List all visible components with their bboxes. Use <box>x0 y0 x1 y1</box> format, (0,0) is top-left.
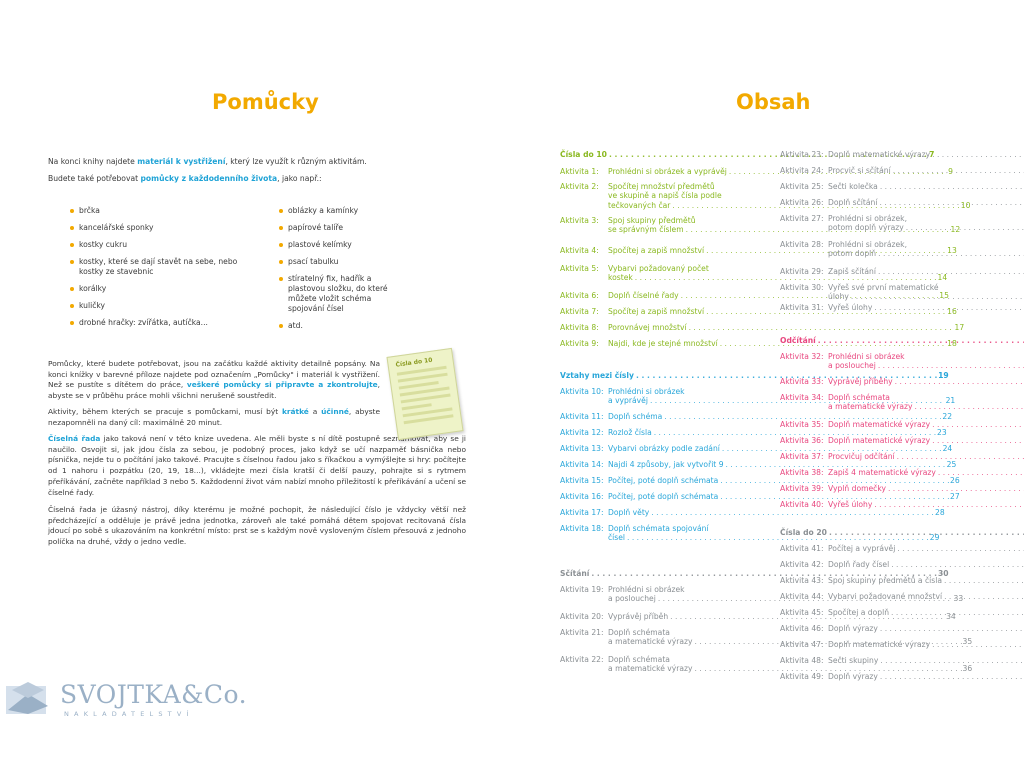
toc-entry <box>780 624 976 633</box>
toc-leader-dots <box>932 640 1024 649</box>
toc-entry-title: Doplň schémata <box>608 628 670 637</box>
toc-leader-dots <box>880 672 1024 681</box>
toc-entry <box>560 460 957 469</box>
toc-entry-label: Aktivita 21: <box>560 628 604 637</box>
pomucky-list-left <box>70 206 250 335</box>
toc-entry <box>780 240 976 259</box>
toc-entry-title: Spočítej a zapiš množství <box>608 307 705 316</box>
toc-entry-label: Aktivita 38: <box>780 468 824 477</box>
toc-entry-label: Aktivita 33: <box>780 377 824 386</box>
toc-entry-title: Prohlédni si obrázek <box>608 387 685 396</box>
toc-entry-title: Doplň schémata spojování <box>608 524 709 533</box>
toc-entry-title: Zapiš sčítání <box>828 267 876 276</box>
toc-entry-title: Vyprávěj příběh <box>608 612 669 621</box>
toc-page-number: 12 <box>950 225 961 235</box>
toc-entry-label: Aktivita 12: <box>560 428 604 437</box>
toc-entry <box>780 150 976 159</box>
toc-entry-title: úlohy <box>828 292 849 302</box>
pomucky-list-item: kuličky <box>70 301 250 311</box>
toc-entry-title: Spočítej a doplň <box>828 608 890 617</box>
toc-entry-label: Aktivita 48: <box>780 656 824 665</box>
toc-entry-label: Aktivita 41: <box>780 544 824 553</box>
toc-entry-label: Aktivita 4: <box>560 246 599 255</box>
toc-leader-dots <box>880 656 1024 665</box>
toc-entry-label: Aktivita 20: <box>560 612 604 621</box>
toc-entry-title: Čísla do 10 <box>560 150 607 159</box>
toc-page-number: 19 <box>938 371 949 380</box>
toc-page-number: 34 <box>946 612 956 621</box>
pomucky-list-item: kostky cukru <box>70 240 250 250</box>
pomucky-list-item: drobné hračky: zvířátka, autíčka... <box>70 318 250 328</box>
toc-entry <box>780 166 976 175</box>
toc-entry-title: Doplň věty <box>608 508 650 517</box>
toc-entry-title: Vyřeš své první matematické <box>828 283 939 292</box>
intro-line-2: Budete také potřebovat pomůcky z každodenního života, jako např.: <box>48 174 322 183</box>
toc-entry <box>780 303 976 312</box>
toc-entry <box>780 182 976 191</box>
toc-leader-dots <box>895 377 1024 386</box>
paragraph-aktivity: Aktivity, během kterých se pracuje s pomůckami, musí být krátké a účinné, abyste nezapomněli na daný cíl: maximálně 20 minut. <box>48 407 380 427</box>
toc-leader-dots <box>897 452 1024 461</box>
toc-leader-dots <box>879 198 1024 207</box>
toc-entry <box>560 412 953 421</box>
toc-leader-dots <box>938 468 1024 477</box>
pomucky-list-item: papírové talíře <box>279 223 389 233</box>
toc-entry-title: potom doplň výrazy <box>828 223 904 233</box>
toc-entry-title: Najdi 4 způsoby, jak vytvořit 9 <box>608 460 724 469</box>
toc-entry-title: a matematické výrazy <box>608 664 693 674</box>
toc-entry-title: Prohlédni si obrázek <box>828 352 905 361</box>
toc-page-number: 28 <box>934 508 945 517</box>
toc-page-number: 27 <box>950 492 960 501</box>
toc-entry-title: Doplň schéma <box>608 412 663 421</box>
toc-leader-dots <box>818 336 1024 345</box>
toc-entry-title: Spočítej množství předmětů <box>608 182 715 191</box>
toc-entry-title: a poslouchej <box>608 594 656 604</box>
toc-entry-label: Aktivita 11: <box>560 412 604 421</box>
toc-entry-title: Počítej, poté doplň schémata <box>608 476 719 485</box>
toc-entry-title: Vyřeš úlohy <box>828 500 873 509</box>
toc-entry-title: Procvič si sčítání <box>828 166 891 175</box>
toc-entry-title: Spočítej a zapiš množství <box>608 246 705 255</box>
toc-entry <box>780 500 976 509</box>
toc-entry <box>780 393 976 412</box>
toc-entry-label: Aktivita 25: <box>780 182 824 191</box>
toc-entry-title: Sčítání <box>560 569 590 578</box>
toc-page-number: 25 <box>946 460 957 469</box>
toc-entry-title: Sečti skupiny <box>828 656 879 665</box>
toc-section-heading <box>780 528 976 537</box>
toc-entry-label: Aktivita 22: <box>560 655 604 664</box>
toc-section-heading <box>560 371 949 380</box>
toc-entry-title: Doplň výrazy <box>828 672 878 681</box>
intro-text <box>48 155 388 185</box>
toc-entry-title: se správným číslem <box>608 225 684 235</box>
paragraph-ciselna-rada-2: Číselná řada je úžasný nástroj, díky kterému je možné pochopit, že následující číslo je vždycky větší než předcházející a odděluje je právě jedna jednotka, zároveň ale také pomáhá dětem spojovat recitovaná čísla jdoucí po sobě s ukazováním na konkrétní místo: prst se s každým nově vysloveným číslem přesouvá z jednoho políčka na druhé, vždy o jedno vedle. <box>48 505 466 547</box>
toc-page-number: 16 <box>947 307 957 316</box>
toc-entry <box>560 323 965 332</box>
toc-entry-title: Sečti kolečka <box>828 182 878 191</box>
toc-entry-label: Aktivita 44: <box>780 592 824 601</box>
toc-entry-title: Čísla do 20 <box>780 528 827 537</box>
toc-leader-dots <box>878 267 1024 276</box>
toc-entry-label: Aktivita 2: <box>560 182 599 191</box>
toc-entry-title: Rozlož čísla <box>608 428 652 437</box>
toc-page-number: 14 <box>937 273 948 283</box>
toc-entry-label: Aktivita 42: <box>780 560 824 569</box>
page-title-pomucky: Pomůcky <box>212 90 319 114</box>
toc-page-number: 24 <box>942 444 953 453</box>
toc-leader-dots <box>851 292 1024 301</box>
toc-entry-title: Doplň výrazy <box>828 624 878 633</box>
toc-leader-dots <box>874 303 1024 312</box>
toc-entry <box>780 377 976 386</box>
toc-entry-title: Doplň schémata <box>608 655 670 664</box>
toc-page-number: 35 <box>962 637 973 647</box>
toc-entry <box>780 452 976 461</box>
toc-page-number: 18 <box>947 339 957 348</box>
toc-leader-dots <box>932 420 1024 429</box>
pomucky-list-item: stíratelný fix, hadřík a plastovou složku, do které můžete vložit schéma spojování čísel <box>279 274 389 314</box>
toc-entry-title: potom doplň <box>828 249 877 259</box>
paragraph-pomucky: Pomůcky, které budete potřebovat, jsou na začátku každé aktivity detailně popsány. Na konci knížky v barevné příloze najdete pod označením „Pomůcky" i materiál k vystřižení. Než se pustíte s dítětem do práce, veškeré pomůcky si připravte a zkontrolujte, abyste se v průběhu práce mohli všichni nerušeně soustředit. <box>48 359 380 401</box>
toc-page-number: 22 <box>942 412 953 421</box>
pomucky-list-item: psací tabulku <box>279 257 389 267</box>
toc-entry-title: Porovnávej množství <box>608 323 687 332</box>
toc-entry-label: Aktivita 35: <box>780 420 824 429</box>
toc-leader-dots <box>944 576 1024 585</box>
toc-entry-label: Aktivita 45: <box>780 608 824 617</box>
toc-entry-title: Spoj skupiny předmětů <box>608 216 696 225</box>
toc-page-number: 7 <box>929 150 935 159</box>
toc-entry-title: Vztahy mezi čísly <box>560 371 634 380</box>
toc-leader-dots <box>829 528 1024 537</box>
paragraph-ciselna-rada: Číselná řada jako taková není v této knize uvedena. Ale měli byste s ní dítě postupně seznamovat, aby se ji naučilo. Osvojit si, jak jdou čísla za sebou, je podobný proces, jako když se učí nazpaměť básnička nebo písnička, nejde tu o počítání jako takové. Pracujte s číselnou řadou jako s říkačkou a vymýšlejte si hry: počítejte od 1 nahoru i pozpátku (20, 19, 18...), vkládejte mezi čísla kratší či delší pauzy, pohrajte si s rytmem přeříkávání, začněte například 3 nebo 5. Každodenní život vám nabízí mnoho příležitostí k přeříkávání a učení se číselné řady. <box>48 434 466 497</box>
toc-entry-title: Vybarvi požadované množství <box>828 592 943 601</box>
toc-leader-dots <box>932 436 1024 445</box>
toc-entry-label: Aktivita 30: <box>780 283 824 292</box>
toc-entry <box>780 592 976 604</box>
publisher-subtitle: NAKLADATELSTVÍ <box>64 710 194 718</box>
toc-entry-label: Aktivita 18: <box>560 524 604 533</box>
thumbnail-title: Čísla do 10 <box>395 356 433 369</box>
toc-leader-dots <box>880 182 1024 191</box>
toc-entry-label: Aktivita 1: <box>560 167 599 176</box>
toc-leader-dots <box>906 223 1024 235</box>
toc-entry-label: Aktivita 37: <box>780 452 824 461</box>
toc-leader-dots <box>915 402 1024 411</box>
toc-entry-label: Aktivita 15: <box>560 476 604 485</box>
toc-entry-label: Aktivita 23: <box>780 150 824 159</box>
toc-entry-title: Vyplň domečky <box>828 484 886 493</box>
toc-entry <box>780 436 976 445</box>
toc-entry-title: Vyřeš úlohy <box>828 303 873 312</box>
toc-entry <box>780 283 976 302</box>
toc-entry <box>780 420 976 429</box>
toc-leader-dots <box>878 249 1024 258</box>
toc-entry-label: Aktivita 47: <box>780 640 824 649</box>
book-page-thumbnail <box>386 348 463 440</box>
toc-entry-label: Aktivita 49: <box>780 672 824 681</box>
toc-entry-label: Aktivita 24: <box>780 166 824 175</box>
toc-entry-title: a poslouchej <box>828 361 876 371</box>
toc-entry <box>780 484 976 493</box>
toc-entry-label: Aktivita 34: <box>780 393 824 402</box>
toc-entry <box>780 468 976 477</box>
toc-entry-label: Aktivita 13: <box>560 444 604 453</box>
toc-entry-title: Doplň matematické výrazy <box>828 420 931 429</box>
toc-page-number: 36 <box>962 664 973 674</box>
toc-entry-title: Doplň sčítání <box>828 198 878 207</box>
toc-entry-label: Aktivita 43: <box>780 576 824 585</box>
toc-leader-dots <box>932 150 1024 159</box>
toc-entry-title: Počítej a vyprávěj <box>828 544 896 553</box>
toc-entry-title: Doplň číselné řady <box>608 291 679 300</box>
toc-entry <box>560 492 960 501</box>
pomucky-list-item: oblázky a kamínky <box>279 206 389 216</box>
pomucky-list-item: kostky, které se dají stavět na sebe, nebo kostky ze stavebnic <box>70 257 250 277</box>
toc-column-2 <box>780 150 976 690</box>
toc-entry <box>780 608 976 617</box>
toc-page-number: 10 <box>960 200 971 210</box>
intro-line-1: Na konci knihy najdete materiál k vystřižení, který lze využít k různým aktivitám. <box>48 157 367 166</box>
pomucky-list-item: atd. <box>279 321 389 331</box>
toc-page-number: 9 <box>948 167 953 176</box>
toc-entry <box>780 640 976 649</box>
toc-entry <box>780 544 976 553</box>
toc-entry-title: Vyprávěj příběhy <box>828 377 893 386</box>
toc-entry <box>780 672 976 681</box>
toc-page-number: 30 <box>938 569 949 578</box>
toc-entry-label: Aktivita 36: <box>780 436 824 445</box>
toc-entry-label: Aktivita 8: <box>560 323 599 332</box>
toc-entry-label: Aktivita 6: <box>560 291 599 300</box>
toc-entry-label: Aktivita 16: <box>560 492 604 501</box>
toc-entry <box>780 560 976 569</box>
toc-entry-title: kostek <box>608 273 633 283</box>
publisher-name: SVOJTKA&Co. <box>60 680 248 709</box>
toc-page-number: 17 <box>954 323 965 332</box>
toc-entry-title: Zapiš 4 matematické výrazy <box>828 468 936 477</box>
toc-entry-label: Aktivita 26: <box>780 198 824 207</box>
toc-entry-title: Prohlédni si obrázek <box>608 585 685 594</box>
toc-page-number: 29 <box>929 533 940 543</box>
toc-entry-label: Aktivita 3: <box>560 216 599 225</box>
toc-entry <box>560 476 960 485</box>
toc-entry-label: Aktivita 10: <box>560 387 604 396</box>
toc-page-number: 23 <box>937 428 947 437</box>
toc-entry <box>560 428 947 437</box>
toc-entry-label: Aktivita 39: <box>780 484 824 493</box>
toc-entry <box>780 576 976 585</box>
toc-entry-title: a vyprávěj <box>608 396 648 406</box>
toc-leader-dots <box>888 484 1024 493</box>
toc-section-heading <box>560 569 949 578</box>
toc-leader-dots <box>891 560 1024 569</box>
toc-entry-label: Aktivita 29: <box>780 267 824 276</box>
toc-leader-dots <box>893 166 1024 175</box>
toc-entry-title: Vybarvi obrázky podle zadání <box>608 444 720 453</box>
toc-entry-label: Aktivita 46: <box>780 624 824 633</box>
toc-leader-dots <box>944 592 1024 604</box>
toc-entry <box>780 198 976 207</box>
pomucky-list-item: kancelářské sponky <box>70 223 250 233</box>
toc-entry-label: Aktivita 40: <box>780 500 824 509</box>
toc-leader-dots <box>878 361 1024 370</box>
pomucky-list-right <box>279 206 389 338</box>
toc-page-number: 33 <box>953 594 964 604</box>
toc-page-number: 21 <box>945 396 956 406</box>
toc-entry-label: Aktivita 7: <box>560 307 599 316</box>
toc-leader-dots <box>874 500 1024 509</box>
toc-leader-dots <box>891 608 1024 617</box>
toc-entry-title: Doplň řady čísel <box>828 560 890 569</box>
toc-entry-title: Doplň matematické výrazy <box>828 436 931 445</box>
page-title-obsah: Obsah <box>736 90 811 114</box>
book-logo-icon <box>6 680 50 716</box>
toc-entry-title: Najdi, kde je stejné množství <box>608 339 718 348</box>
toc-entry-title: Spoj skupiny předmětů a čísla <box>828 576 943 585</box>
toc-entry-label: Aktivita 19: <box>560 585 604 594</box>
toc-section-heading <box>780 336 976 345</box>
pomucky-list-item: plastové kelímky <box>279 240 389 250</box>
toc-entry <box>560 508 945 517</box>
toc-entry-title: ve skupině a napiš čísla podle <box>608 191 722 201</box>
toc-entry-label: Aktivita 31: <box>780 303 824 312</box>
toc-entry-label: Aktivita 17: <box>560 508 604 517</box>
toc-entry-title: Počítej, poté doplň schémata <box>608 492 719 501</box>
toc-entry-title: Doplň matematické výrazy <box>828 640 931 649</box>
pomucky-list-item: korálky <box>70 284 250 294</box>
toc-entry-title: a matematické výrazy <box>608 637 693 647</box>
toc-entry-title: Prohlédni si obrázek, <box>828 240 907 249</box>
toc-entry-title: a matematické výrazy <box>828 402 913 412</box>
toc-entry-title: Procvičuj odčítání <box>828 452 895 461</box>
toc-entry-title: Doplň matematické výrazy <box>828 150 931 159</box>
toc-entry-label: Aktivita 27: <box>780 214 824 223</box>
toc-entry-title: Odčítání <box>780 336 816 345</box>
toc-leader-dots <box>880 624 1024 633</box>
toc-page-number: 26 <box>950 476 960 485</box>
toc-page-number: 15 <box>939 291 949 300</box>
toc-entry <box>560 444 953 453</box>
toc-entry-label: Aktivita 28: <box>780 240 824 249</box>
toc-entry-title: tečkovaných čar <box>608 200 671 210</box>
toc-entry-title: čísel <box>608 533 626 543</box>
toc-entry <box>780 656 976 665</box>
toc-entry-label: Aktivita 9: <box>560 339 599 348</box>
pomucky-list-item: brčka <box>70 206 250 216</box>
toc-page-number: 13 <box>947 246 957 255</box>
toc-entry-label: Aktivita 32: <box>780 352 824 361</box>
toc-entry-title: Prohlédni si obrázek a vyprávěj <box>608 167 727 176</box>
toc-entry <box>780 267 976 276</box>
toc-entry <box>780 352 976 371</box>
toc-entry-label: Aktivita 14: <box>560 460 604 469</box>
toc-leader-dots <box>897 544 1024 553</box>
toc-entry-title: Prohlédni si obrázek, <box>828 214 907 223</box>
toc-entry-label: Aktivita 5: <box>560 264 599 273</box>
toc-entry <box>780 214 976 233</box>
toc-entry-title: Doplň schémata <box>828 393 890 402</box>
toc-entry-title: Vybarvi požadovaný počet <box>608 264 709 273</box>
